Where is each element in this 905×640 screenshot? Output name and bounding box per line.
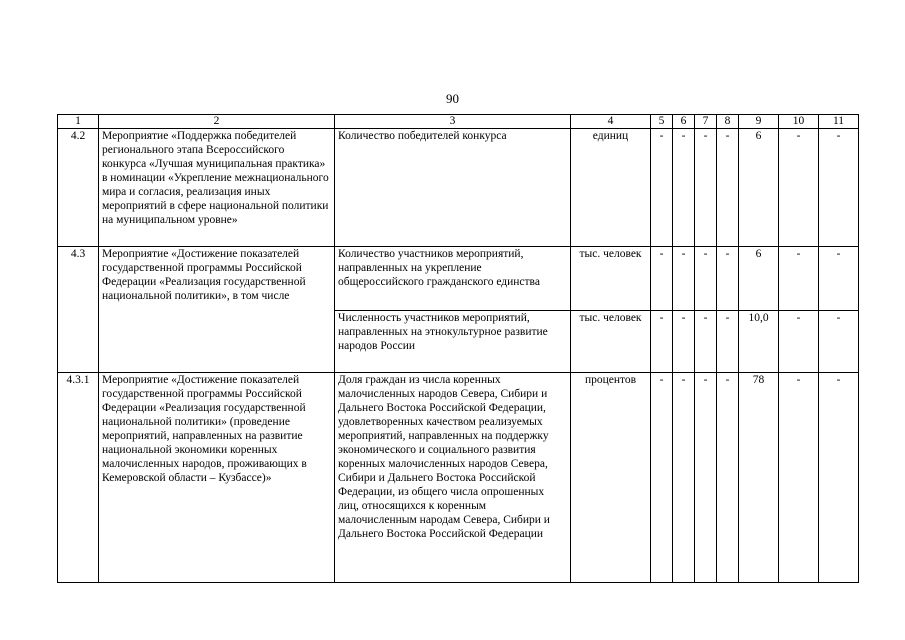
value-cell: 78 (739, 373, 779, 583)
value-cell: - (779, 129, 819, 247)
table-row (58, 247, 859, 311)
value-cell: - (717, 129, 739, 247)
value-cell: - (651, 373, 673, 583)
value-cell: - (695, 129, 717, 247)
value-cell: - (717, 373, 739, 583)
header-cell: 6 (673, 115, 695, 129)
value-cell: - (779, 311, 819, 373)
header-cell: 8 (717, 115, 739, 129)
row-number: 4.3 (58, 247, 99, 373)
header-row (58, 115, 859, 129)
value-cell: - (779, 373, 819, 583)
header-cell: 9 (739, 115, 779, 129)
value-cell: - (819, 311, 859, 373)
unit: тыс. человек (571, 247, 651, 311)
indicator-name: Количество участников мероприятий, направленных на укрепление общероссийского гражданского единства (335, 247, 571, 311)
header-cell: 4 (571, 115, 651, 129)
row-number: 4.2 (58, 129, 99, 247)
indicator-name: Доля граждан из числа коренных малочисленных народов Севера, Сибири и Дальнего Востока Российской Федерации, удовлетворенных качеством реализуемых мероприятий, направленных на поддержку экономического и социального развития коренных малочисленных народов Севера, Сибири и Дальнего Востока Российской Федерации, из общего числа опрошенных лиц, относящихся к коренным малочисленным народам Севера, Сибири и Дальнего Востока Российской Федерации (335, 373, 571, 583)
value-cell: - (673, 311, 695, 373)
value-cell: - (695, 311, 717, 373)
value-cell: - (779, 247, 819, 311)
header-cell: 3 (335, 115, 571, 129)
event-description: Мероприятие «Достижение показателей государственной программы Российской Федерации «Реализация государственной национальной политики» (проведение мероприятий, направленных на развитие национальной экономики коренных малочисленных народов, проживающих в Кемеровской области – Кузбассе)» (99, 373, 335, 583)
value-cell: - (673, 129, 695, 247)
unit: тыс. человек (571, 311, 651, 373)
event-description: Мероприятие «Поддержка победителей регионального этапа Всероссийского конкурса «Лучшая муниципальная практика» в номинации «Укрепление межнационального мира и согласия, реализация иных мероприятий в сфере национальной политики на муниципальном уровне» (99, 129, 335, 247)
value-cell: - (651, 247, 673, 311)
indicators-table (57, 114, 859, 583)
header-cell: 7 (695, 115, 717, 129)
value-cell: - (651, 129, 673, 247)
value-cell: - (673, 247, 695, 311)
event-description: Мероприятие «Достижение показателей государственной программы Российской Федерации «Реализация государственной национальной политики», в том числе (99, 247, 335, 373)
value-cell: 10,0 (739, 311, 779, 373)
header-cell: 1 (58, 115, 99, 129)
value-cell: - (695, 373, 717, 583)
value-cell: 6 (739, 247, 779, 311)
value-cell: - (819, 373, 859, 583)
header-cell: 10 (779, 115, 819, 129)
header-cell: 2 (99, 115, 335, 129)
header-cell: 5 (651, 115, 673, 129)
unit: процентов (571, 373, 651, 583)
value-cell: - (819, 247, 859, 311)
table-row (58, 129, 859, 247)
value-cell: - (717, 247, 739, 311)
indicator-name: Численность участников мероприятий, направленных на этнокультурное развитие народов России (335, 311, 571, 373)
header-cell: 11 (819, 115, 859, 129)
indicator-name: Количество победителей конкурса (335, 129, 571, 247)
value-cell: 6 (739, 129, 779, 247)
value-cell: - (717, 311, 739, 373)
value-cell: - (673, 373, 695, 583)
unit: единиц (571, 129, 651, 247)
row-number: 4.3.1 (58, 373, 99, 583)
value-cell: - (695, 247, 717, 311)
value-cell: - (819, 129, 859, 247)
table-row (58, 373, 859, 583)
value-cell: - (651, 311, 673, 373)
page-number: 90 (446, 91, 459, 106)
